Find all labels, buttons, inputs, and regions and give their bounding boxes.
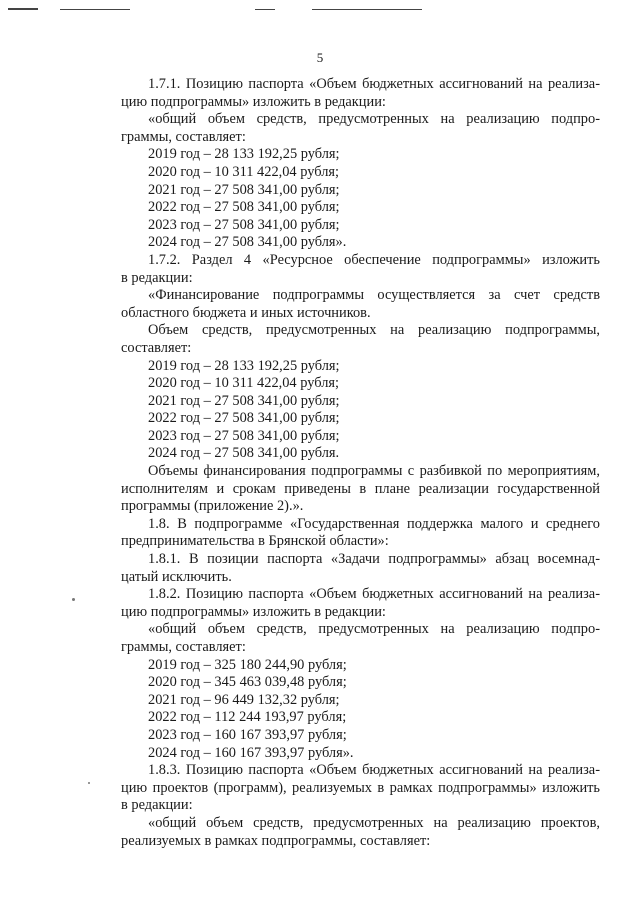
page-number: 5	[316, 50, 324, 65]
text-line: составляет:	[121, 339, 192, 356]
text-line: граммы, составляет:	[121, 128, 246, 145]
text-line: 2023 год – 160 167 393,97 рубля;	[148, 726, 347, 743]
text-line: цатый исключить.	[121, 568, 232, 585]
text-line: реализуемых в рамках подпрограммы, составляет:	[121, 832, 431, 849]
text-line: 2021 год – 96 449 132,32 рубля;	[148, 691, 340, 708]
text-line: граммы, составляет:	[121, 639, 246, 655]
text-line: 2020 год – 10 311 422,04 рубля;	[148, 375, 339, 392]
text-line: 2023 год – 27 508 341,00 рубля;	[148, 216, 340, 233]
text-line: 2019 год – 325 180 244,90 рубля;	[148, 656, 347, 673]
scan-artifact-top	[0, 0, 640, 14]
scan-speck	[72, 598, 75, 601]
text-line: 2023 год – 27 508 341,00 рубля;	[148, 427, 340, 444]
text-line: 2019 год – 28 133 192,25 рубля;	[148, 146, 340, 163]
text-line: цию подпрограммы» изложить в редакции:	[121, 603, 386, 620]
text-line: 2022 год – 27 508 341,00 рубля;	[148, 199, 340, 216]
text-line: 2021 год – 27 508 341,00 рубля;	[148, 392, 340, 409]
text-line: в редакции:	[121, 269, 193, 286]
text-line: 1.7.2. Раздел 4 «Ресурсное обеспечение подпрограммы» изложить	[148, 251, 600, 268]
text-line: Объемы финансирования подпрограммы с разбивкой по мероприятиям,	[148, 463, 600, 480]
text-line: «общий объем средств, предусмотренных на реализацию подпро-	[148, 111, 600, 128]
text-line: 1.8.2. Позицию паспорта «Объем бюджетных ассигнований на реализа-	[148, 586, 600, 603]
text-line: «общий объем средств, предусмотренных на реализацию проектов,	[148, 814, 600, 831]
text-line: 1.8. В подпрограмме «Государственная поддержка малого и среднего	[148, 515, 600, 532]
scan-speck	[88, 782, 90, 784]
text-line: программы (приложение 2).».	[121, 498, 304, 515]
text-line: цию проектов (программ), реализуемых в рамках подпрограммы» изложить	[121, 779, 600, 796]
text-line: 1.8.3. Позицию паспорта «Объем бюджетных ассигнований на реализа-	[148, 762, 600, 779]
text-line: 2019 год – 28 133 192,25 рубля;	[148, 357, 340, 374]
text-line: 2022 год – 27 508 341,00 рубля;	[148, 410, 340, 427]
text-line: «Финансирование подпрограммы осуществляется за счет средств	[148, 287, 600, 304]
text-line: 2021 год – 27 508 341,00 рубля;	[148, 181, 340, 198]
text-line: 2024 год – 27 508 341,00 рубля».	[148, 234, 347, 251]
text-line: 2022 год – 112 244 193,97 рубля;	[148, 709, 347, 726]
text-line: 1.8.1. В позиции паспорта «Задачи подпрограммы» абзац восемнад-	[148, 551, 600, 568]
text-line: Объем средств, предусмотренных на реализацию подпрограммы,	[148, 322, 600, 339]
text-line: 2024 год – 160 167 393,97 рубля».	[148, 744, 354, 761]
text-line: «общий объем средств, предусмотренных на реализацию подпро-	[148, 621, 600, 638]
text-line: в редакции:	[121, 797, 193, 814]
text-line: областного бюджета и иных источников.	[121, 304, 371, 321]
text-line: цию подпрограммы» изложить в редакции:	[121, 93, 386, 110]
text-line: 2020 год – 10 311 422,04 рубля;	[148, 163, 339, 180]
text-line: предпринимательства в Брянской области»:	[121, 533, 389, 550]
text-line: 2020 год – 345 463 039,48 рубля;	[148, 674, 347, 691]
text-line: 2024 год – 27 508 341,00 рубля.	[148, 445, 340, 462]
text-line: исполнителям и срокам приведены в плане реализации государственной	[121, 480, 600, 497]
document-body	[121, 76, 600, 850]
text-line: 1.7.1. Позицию паспорта «Объем бюджетных ассигнований на реализа-	[148, 76, 600, 92]
